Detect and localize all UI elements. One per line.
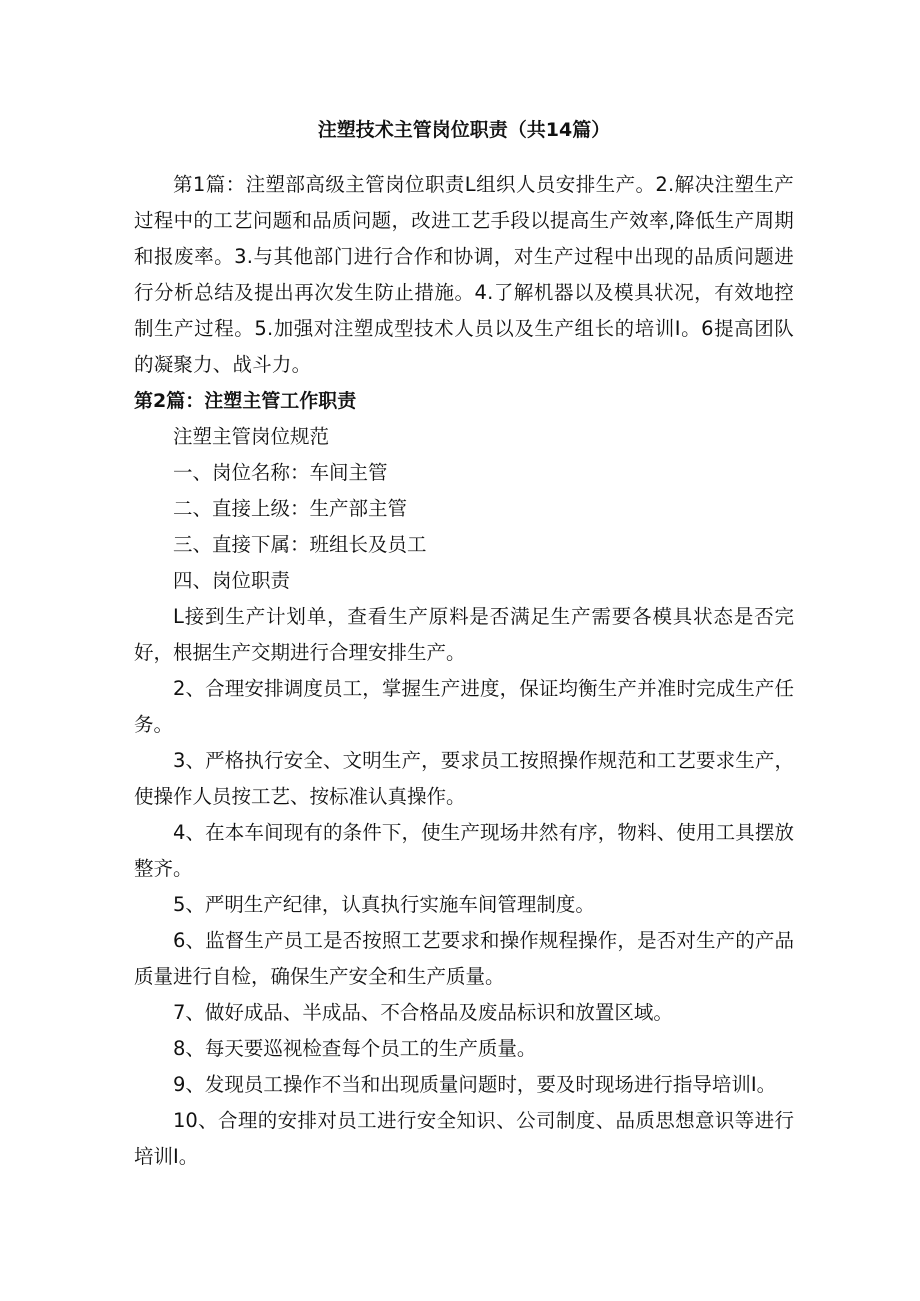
duty-item: 9、发现员工操作不当和出现质量问题时，要及时现场进行指导培训I。 [173,1073,777,1096]
duty-item: L接到生产计划单，查看生产原料是否满足生产需要各模具状态是否完好，根据生产交期进行合理安排生产。 [134,605,794,664]
duty-item: 6、监督生产员工是否按照工艺要求和操作规程操作，是否对生产的产品质量进行自检，确保生产安全和生产质量。 [134,929,794,988]
spec-title: 注塑主管岗位规范 [173,425,330,448]
duty-item: 10、合理的安排对员工进行安全知识、公司制度、品质思想意识等进行培训I。 [134,1109,794,1168]
direct-superior-line: 二、直接上级：生产部主管 [173,497,408,520]
duty-item: 8、每天要巡视检查每个员工的生产质量。 [173,1037,537,1060]
duty-item: 3、严格执行安全、文明生产，要求员工按照操作规范和工艺要求生产，使操作人员按工艺、按标准认真操作。 [134,749,794,808]
section-1-paragraph: 第1篇：注塑部高级主管岗位职责L组织人员安排生产。2.解决注塑生产过程中的工艺问题和品质问题，改进工艺手段以提高生产效率,降低生产周期和报废率。3.与其他部门进行合作和协调，对生产过程中出现的品质问题进行分析总结及提出再次发生防止措施。4.了解机器以及模具状况，有效地控制生产过程。5.加强对注塑成型技术人员以及生产组长的培训I。6提高团队的凝聚力、战斗力。 [134,173,794,376]
position-name-line: 一、岗位名称：车间主管 [173,461,388,484]
duties-heading-line: 四、岗位职责 [173,569,291,592]
duty-item: 7、做好成品、半成品、不合格品及废品标识和放置区域。 [173,1001,673,1024]
direct-subordinate-line: 三、直接下属：班组长及员工 [173,533,427,556]
document-title: 注塑技术主管岗位职责（共14篇） [317,119,611,141]
duty-item: 5、严明生产纪律，认真执行实施车间管理制度。 [173,893,595,916]
section-2-heading: 第2篇：注塑主管工作职责 [134,390,357,412]
duty-item: 2、合理安排调度员工，掌握生产进度，保证均衡生产并准时完成生产任务。 [134,677,794,736]
duty-item: 4、在本车间现有的条件下，使生产现场井然有序，物料、使用工具摆放整齐。 [134,821,794,880]
